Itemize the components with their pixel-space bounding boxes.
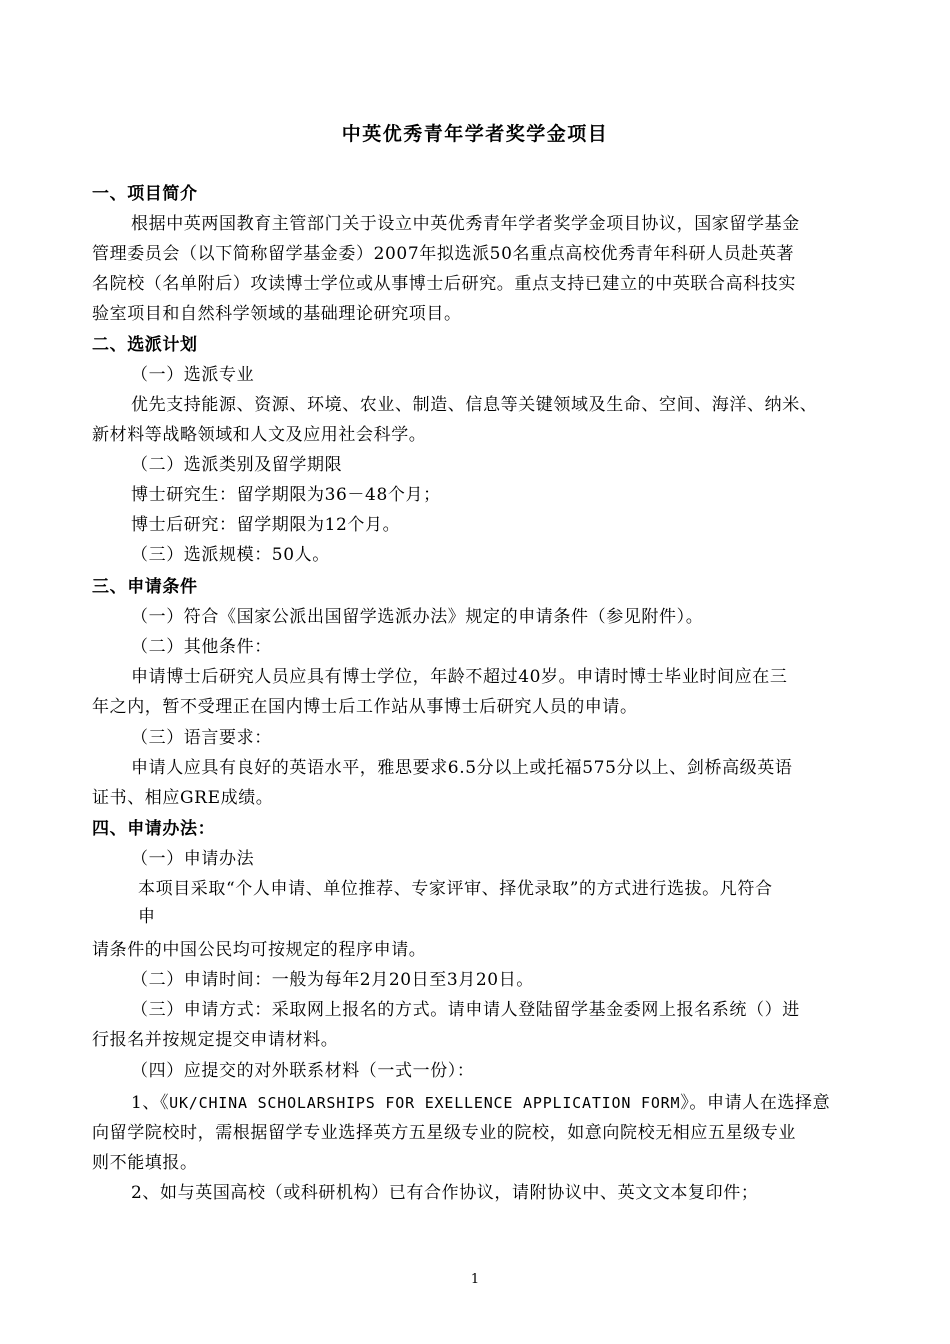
subheading: （四）应提交的对外联系材料（一式一份）： bbox=[131, 1061, 475, 1081]
subheading: （二）其他条件： bbox=[131, 637, 272, 657]
section-heading-overview: 一、项目简介 bbox=[92, 184, 198, 204]
paragraph-line: 验室项目和自然科学领域的基础理论研究项目。 bbox=[92, 304, 462, 324]
application-form-name: UK/CHINA SCHOLARSHIPS FOR EXELLENCE APPLICATION FORM bbox=[169, 1094, 681, 1112]
page-number: 1 bbox=[470, 1272, 480, 1287]
subheading: （三）申请方式：采取网上报名的方式。请申请人登陆留学基金委网上报名系统（）进 bbox=[131, 1000, 800, 1020]
subheading: （一）选派专业 bbox=[131, 365, 255, 385]
paragraph-line: 请条件的中国公民均可按规定的程序申请。 bbox=[92, 940, 427, 960]
paragraph-line: 申请博士后研究人员应具有博士学位，年龄不超过40岁。申请时博士毕业时间应在三 bbox=[131, 667, 788, 687]
paragraph-line: 证书、相应GRE成绩。 bbox=[92, 788, 274, 808]
paragraph-line: 优先支持能源、资源、环境、农业、制造、信息等关键领域及生命、空间、海洋、纳米、 bbox=[131, 395, 818, 415]
list-item bbox=[131, 1092, 830, 1114]
paragraph-line: 申 bbox=[138, 907, 156, 927]
list-item-prefix: 1、《 bbox=[131, 1093, 170, 1113]
paragraph-line: 本项目采取“个人申请、单位推荐、专家评审、择优录取”的方式进行选拔。凡符合 bbox=[138, 879, 773, 899]
section-heading-application: 四、申请办法： bbox=[92, 819, 216, 839]
paragraph-line: 名院校（名单附后）攻读博士学位或从事博士后研究。重点支持已建立的中英联合高科技实 bbox=[92, 274, 796, 294]
paragraph-line: 向留学院校时，需根据留学专业选择英方五星级专业的院校，如意向院校无相应五星级专业 bbox=[92, 1123, 796, 1143]
subheading: （三）语言要求： bbox=[131, 728, 272, 748]
paragraph-line: 管理委员会（以下简称留学基金委）2007年拟选派50名重点高校优秀青年科研人员赴英著 bbox=[92, 244, 795, 264]
list-item: 博士研究生：留学期限为36－48个月； bbox=[131, 485, 441, 505]
section-heading-plan: 二、选派计划 bbox=[92, 335, 198, 355]
list-item-suffix: 》。申请人在选择意 bbox=[680, 1093, 831, 1113]
paragraph-line: 行报名并按规定提交申请材料。 bbox=[92, 1030, 339, 1050]
subheading: （一）申请办法 bbox=[131, 849, 255, 869]
subheading: （二）选派类别及留学期限 bbox=[131, 455, 343, 475]
paragraph-line: 根据中英两国教育主管部门关于设立中英优秀青年学者奖学金项目协议，国家留学基金 bbox=[131, 214, 800, 234]
paragraph-line: 新材料等战略领域和人文及应用社会科学。 bbox=[92, 425, 427, 445]
subheading: （三）选派规模：50人。 bbox=[131, 545, 330, 565]
list-item: 博士后研究：留学期限为12个月。 bbox=[131, 515, 401, 535]
paragraph-line: 则不能填报。 bbox=[92, 1153, 198, 1173]
section-heading-conditions: 三、申请条件 bbox=[92, 577, 198, 597]
document-title: 中英优秀青年学者奖学金项目 bbox=[341, 123, 609, 145]
subheading: （二）申请时间：一般为每年2月20日至3月20日。 bbox=[131, 970, 534, 990]
subheading: （一）符合《国家公派出国留学选派办法》规定的申请条件（参见附件）。 bbox=[131, 607, 704, 627]
paragraph-line: 申请人应具有良好的英语水平，雅思要求6.5分以上或托福575分以上、剑桥高级英语 bbox=[131, 758, 793, 778]
paragraph-line: 年之内，暂不受理正在国内博士后工作站从事博士后研究人员的申请。 bbox=[92, 697, 638, 717]
list-item: 2、如与英国高校（或科研机构）已有合作协议，请附协议中、英文文本复印件； bbox=[131, 1183, 759, 1203]
